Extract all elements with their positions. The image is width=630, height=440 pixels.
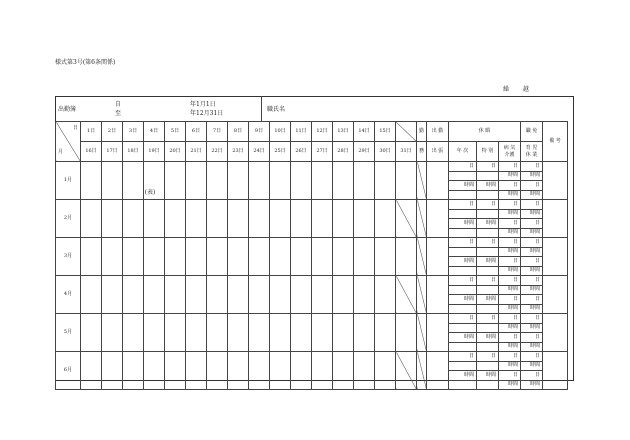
attendance-day-cell[interactable] bbox=[291, 352, 312, 390]
attendance-day-cell[interactable] bbox=[354, 276, 375, 314]
day-label: 日 bbox=[72, 125, 78, 131]
attendance-day-cell[interactable] bbox=[333, 352, 354, 390]
attendance-day-cell[interactable] bbox=[207, 200, 228, 238]
biko-label: 備 考 bbox=[543, 122, 568, 162]
attendance-day-cell[interactable] bbox=[270, 200, 291, 238]
header-strip bbox=[55, 96, 574, 121]
attendance-day-cell[interactable] bbox=[81, 352, 102, 390]
tokubetsu-days: 日 bbox=[477, 238, 499, 248]
kyugyo-days: 日 bbox=[521, 333, 543, 343]
day-header: 15日 bbox=[375, 122, 396, 142]
nenji-hours: 時間 bbox=[449, 371, 477, 381]
attendance-day-cell[interactable] bbox=[249, 162, 270, 200]
shukkin-value[interactable] bbox=[427, 238, 449, 276]
kyugyo-days: 日 bbox=[521, 295, 543, 305]
tokubetsu-hours: 時間 bbox=[477, 181, 499, 191]
attendance-day-cell[interactable] bbox=[102, 314, 123, 352]
nenji-blank bbox=[449, 228, 477, 238]
day-header: 8日 bbox=[228, 122, 249, 142]
day-header: 19日 bbox=[144, 142, 165, 162]
nenji-days: 日 bbox=[449, 238, 477, 248]
biko-value[interactable] bbox=[543, 238, 568, 276]
ikuji-hours: 時間 bbox=[521, 323, 543, 333]
month-row bbox=[56, 238, 568, 248]
attendance-day-cell[interactable] bbox=[207, 162, 228, 200]
attendance-day-cell[interactable] bbox=[291, 314, 312, 352]
attendance-day-cell[interactable] bbox=[228, 162, 249, 200]
kyugyo-hours: 時間 bbox=[521, 342, 543, 352]
nenji-hours: 時間 bbox=[449, 333, 477, 343]
byoki-hours: 時間 bbox=[499, 323, 521, 333]
day-header: 7日 bbox=[207, 122, 228, 142]
attendance-day-cell[interactable] bbox=[186, 200, 207, 238]
mu-label: 務 bbox=[417, 142, 427, 162]
tokubetsu-label: 特 別 bbox=[477, 142, 499, 162]
nenji-label: 年 次 bbox=[449, 142, 477, 162]
day-header: 13日 bbox=[333, 122, 354, 142]
attendance-day-cell[interactable] bbox=[312, 162, 333, 200]
shukkin-label: 出 勤 bbox=[427, 122, 449, 142]
byoki-hours: 時間 bbox=[499, 285, 521, 295]
attendance-day-cell[interactable] bbox=[312, 200, 333, 238]
kyugyo-days: 日 bbox=[521, 219, 543, 229]
attendance-day-cell[interactable] bbox=[102, 352, 123, 390]
attendance-day-cell[interactable] bbox=[312, 238, 333, 276]
nenji-hours: 時間 bbox=[449, 295, 477, 305]
tokubetsu-blank bbox=[477, 190, 499, 200]
attendance-day-cell[interactable] bbox=[333, 200, 354, 238]
tokubetsu-blank bbox=[477, 380, 499, 390]
attendance-day-cell[interactable] bbox=[144, 200, 165, 238]
kaigo-hours: 時間 bbox=[499, 190, 521, 200]
ikuji-hours: 時間 bbox=[521, 361, 543, 371]
kyuka-label: 休 暇 bbox=[449, 122, 521, 142]
nenji-hours: 時間 bbox=[449, 219, 477, 229]
attendance-day-cell[interactable] bbox=[291, 238, 312, 276]
day-header: 20日 bbox=[165, 142, 186, 162]
attendance-day-cell[interactable] bbox=[333, 314, 354, 352]
nenji-blank bbox=[449, 190, 477, 200]
kaigo-days: 日 bbox=[499, 295, 521, 305]
day-header: 3日 bbox=[123, 122, 144, 142]
month-label-cell: 5月 bbox=[56, 314, 81, 352]
attendance-day-cell[interactable] bbox=[228, 314, 249, 352]
attendance-day-cell[interactable] bbox=[375, 276, 396, 314]
nenji-days: 日 bbox=[449, 162, 477, 172]
shukkin-value[interactable] bbox=[427, 314, 449, 352]
month-label: 月 bbox=[58, 149, 64, 155]
day-header: 14日 bbox=[354, 122, 375, 142]
tokubetsu-blank bbox=[477, 171, 499, 181]
attendance-day-cell[interactable] bbox=[186, 352, 207, 390]
attendance-grid bbox=[55, 121, 568, 390]
kyugyo-hours: 時間 bbox=[521, 380, 543, 390]
attendance-day-cell[interactable] bbox=[396, 314, 417, 352]
attendance-day-cell[interactable] bbox=[375, 200, 396, 238]
attendance-day-cell[interactable] bbox=[123, 314, 144, 352]
nenji-blank bbox=[449, 361, 477, 371]
attendance-day-cell[interactable] bbox=[270, 238, 291, 276]
attendance-day-cell[interactable] bbox=[207, 352, 228, 390]
kyugyo-hours: 時間 bbox=[521, 228, 543, 238]
attendance-day-cell[interactable] bbox=[312, 352, 333, 390]
day-header: 22日 bbox=[207, 142, 228, 162]
attendance-day-cell[interactable] bbox=[144, 352, 165, 390]
day-header: 23日 bbox=[228, 142, 249, 162]
ikuji-kyugyo-label bbox=[521, 142, 543, 162]
duty-cell bbox=[417, 314, 427, 352]
byoki-days: 日 bbox=[499, 276, 521, 286]
nenji-days: 日 bbox=[449, 276, 477, 286]
tokubetsu-blank bbox=[477, 323, 499, 333]
attendance-day-cell[interactable] bbox=[291, 276, 312, 314]
nenji-blank bbox=[449, 266, 477, 276]
day-header: 9日 bbox=[249, 122, 270, 142]
shokumen-label: 職 免 bbox=[521, 122, 543, 142]
tokubetsu-blank bbox=[477, 342, 499, 352]
month-label-cell: 4月 bbox=[56, 276, 81, 314]
tokubetsu-hours: 時間 bbox=[477, 257, 499, 267]
attendance-day-cell[interactable] bbox=[354, 200, 375, 238]
ikuji-days: 日 bbox=[521, 162, 543, 172]
byoki-days: 日 bbox=[499, 314, 521, 324]
tokubetsu-hours: 時間 bbox=[477, 333, 499, 343]
duty-cell bbox=[417, 276, 427, 314]
shukkin-value[interactable] bbox=[427, 162, 449, 200]
day-header: 5日 bbox=[165, 122, 186, 142]
month-row bbox=[56, 200, 568, 210]
kyugyo-days: 日 bbox=[521, 181, 543, 191]
attendance-day-cell[interactable] bbox=[228, 276, 249, 314]
attendance-day-cell[interactable] bbox=[333, 238, 354, 276]
month-row bbox=[56, 314, 568, 324]
nenji-blank bbox=[449, 380, 477, 390]
duty-cell bbox=[417, 238, 427, 276]
day-header: 6日 bbox=[186, 122, 207, 142]
attendance-day-cell[interactable] bbox=[375, 162, 396, 200]
attendance-day-cell[interactable] bbox=[375, 238, 396, 276]
attendance-day-cell[interactable] bbox=[333, 276, 354, 314]
day-header-empty bbox=[396, 122, 417, 142]
tokubetsu-days: 日 bbox=[477, 162, 499, 172]
day-header: 30日 bbox=[375, 142, 396, 162]
kyugyo-hours: 時間 bbox=[521, 266, 543, 276]
attendance-day-cell[interactable] bbox=[144, 162, 165, 200]
tokubetsu-blank bbox=[477, 361, 499, 371]
biko-value[interactable] bbox=[543, 200, 568, 238]
tokubetsu-blank bbox=[477, 304, 499, 314]
attendance-day-cell[interactable] bbox=[165, 162, 186, 200]
attendance-day-cell[interactable] bbox=[207, 314, 228, 352]
ikuji-days: 日 bbox=[521, 238, 543, 248]
byoki-hours: 時間 bbox=[499, 361, 521, 371]
attendance-day-cell[interactable] bbox=[249, 314, 270, 352]
from-date: 年1月1日 bbox=[190, 101, 216, 108]
attendance-day-cell[interactable] bbox=[228, 352, 249, 390]
attendance-day-cell[interactable] bbox=[270, 314, 291, 352]
tokubetsu-blank bbox=[477, 209, 499, 219]
attendance-day-cell[interactable] bbox=[312, 314, 333, 352]
month-row bbox=[56, 162, 568, 172]
attendance-day-cell[interactable] bbox=[102, 276, 123, 314]
nenji-hours: 時間 bbox=[449, 181, 477, 191]
kyugyo-hours: 時間 bbox=[521, 190, 543, 200]
kin-label: 勤 bbox=[417, 122, 427, 142]
nenji-hours: 時間 bbox=[449, 257, 477, 267]
ikuji-hours: 時間 bbox=[521, 285, 543, 295]
tokubetsu-days: 日 bbox=[477, 352, 499, 362]
day-header: 24日 bbox=[249, 142, 270, 162]
tokubetsu-days: 日 bbox=[477, 276, 499, 286]
byoki-hours: 時間 bbox=[499, 209, 521, 219]
attendance-day-cell[interactable] bbox=[375, 314, 396, 352]
carry-over-label: 繰 越 bbox=[503, 86, 535, 93]
attendance-day-cell[interactable] bbox=[165, 276, 186, 314]
byoki-kaigo-label bbox=[499, 142, 521, 162]
attendance-day-cell[interactable] bbox=[144, 238, 165, 276]
day-header: 26日 bbox=[291, 142, 312, 162]
attendance-day-cell[interactable] bbox=[249, 276, 270, 314]
kaigo-hours: 時間 bbox=[499, 266, 521, 276]
from-label: 自 bbox=[115, 101, 122, 108]
day-header: 12日 bbox=[312, 122, 333, 142]
byoki-text: 病 気 bbox=[503, 145, 516, 151]
kaigo-text: 介護 bbox=[504, 151, 515, 158]
attendance-day-cell[interactable] bbox=[81, 238, 102, 276]
byoki-hours: 時間 bbox=[499, 171, 521, 181]
attendance-day-cell[interactable] bbox=[123, 352, 144, 390]
ikuji-days: 日 bbox=[521, 314, 543, 324]
ikuji-days: 日 bbox=[521, 352, 543, 362]
attendance-day-cell[interactable] bbox=[165, 200, 186, 238]
attendance-day-cell[interactable] bbox=[291, 162, 312, 200]
tokubetsu-hours: 時間 bbox=[477, 295, 499, 305]
nenji-blank bbox=[449, 247, 477, 257]
ikuji-hours: 時間 bbox=[521, 209, 543, 219]
byoki-hours: 時間 bbox=[499, 247, 521, 257]
attendance-day-cell[interactable] bbox=[165, 314, 186, 352]
day-header: 11日 bbox=[291, 122, 312, 142]
attendance-day-cell[interactable] bbox=[123, 200, 144, 238]
nenji-blank bbox=[449, 171, 477, 181]
day-header: 2日 bbox=[102, 122, 123, 142]
attendance-day-cell[interactable] bbox=[396, 162, 417, 200]
office-label: 出勤簿 bbox=[58, 106, 77, 113]
nenji-blank bbox=[449, 304, 477, 314]
attendance-day-cell[interactable] bbox=[207, 238, 228, 276]
byoki-days: 日 bbox=[499, 200, 521, 210]
attendance-day-cell[interactable] bbox=[354, 314, 375, 352]
attendance-day-cell[interactable] bbox=[81, 314, 102, 352]
kaigo-hours: 時間 bbox=[499, 228, 521, 238]
nenji-days: 日 bbox=[449, 352, 477, 362]
attendance-day-cell[interactable] bbox=[249, 238, 270, 276]
attendance-day-cell[interactable] bbox=[186, 162, 207, 200]
kaigo-days: 日 bbox=[499, 257, 521, 267]
biko-value[interactable] bbox=[543, 276, 568, 314]
kaigo-days: 日 bbox=[499, 219, 521, 229]
attendance-day-cell[interactable] bbox=[81, 276, 102, 314]
byoki-days: 日 bbox=[499, 352, 521, 362]
day-header: 17日 bbox=[102, 142, 123, 162]
attendance-day-cell[interactable] bbox=[396, 352, 417, 390]
to-label: 至 bbox=[115, 110, 122, 117]
name-label: 職氏名 bbox=[267, 106, 286, 113]
attendance-day-cell[interactable] bbox=[354, 238, 375, 276]
ikuji-text: 育 児 bbox=[525, 145, 538, 151]
day-header: 28日 bbox=[333, 142, 354, 162]
nenji-blank bbox=[449, 209, 477, 219]
attendance-day-cell[interactable] bbox=[270, 352, 291, 390]
attendance-day-cell[interactable] bbox=[228, 200, 249, 238]
attendance-day-cell[interactable] bbox=[186, 276, 207, 314]
attendance-day-cell[interactable] bbox=[144, 276, 165, 314]
attendance-day-cell[interactable] bbox=[291, 200, 312, 238]
tokubetsu-days: 日 bbox=[477, 200, 499, 210]
tokubetsu-days: 日 bbox=[477, 314, 499, 324]
attendance-day-cell[interactable] bbox=[102, 238, 123, 276]
attendance-day-cell[interactable] bbox=[270, 162, 291, 200]
day-header: 18日 bbox=[123, 142, 144, 162]
kaigo-hours: 時間 bbox=[499, 380, 521, 390]
tokubetsu-blank bbox=[477, 247, 499, 257]
attendance-day-cell[interactable] bbox=[396, 238, 417, 276]
tokubetsu-hours: 時間 bbox=[477, 219, 499, 229]
month-label-cell: 3月 bbox=[56, 238, 81, 276]
ikuji-hours: 時間 bbox=[521, 171, 543, 181]
attendance-day-cell[interactable] bbox=[102, 162, 123, 200]
nenji-blank bbox=[449, 342, 477, 352]
kaigo-days: 日 bbox=[499, 181, 521, 191]
month-label-cell: 6月 bbox=[56, 352, 81, 390]
side-label: (表) bbox=[144, 189, 156, 196]
kyugyo-hours: 時間 bbox=[521, 304, 543, 314]
tokubetsu-blank bbox=[477, 266, 499, 276]
attendance-day-cell[interactable] bbox=[186, 238, 207, 276]
kyugyo-days: 日 bbox=[521, 371, 543, 381]
attendance-day-cell[interactable] bbox=[396, 276, 417, 314]
attendance-day-cell[interactable] bbox=[186, 314, 207, 352]
attendance-day-cell[interactable] bbox=[165, 238, 186, 276]
kaigo-hours: 時間 bbox=[499, 342, 521, 352]
day-header: 29日 bbox=[354, 142, 375, 162]
shukkin-value[interactable] bbox=[427, 276, 449, 314]
duty-cell bbox=[417, 200, 427, 238]
tokubetsu-blank bbox=[477, 285, 499, 295]
month-label-cell: 1月 bbox=[56, 162, 81, 200]
day-header: 1日 bbox=[81, 122, 102, 142]
day-header: 4日 bbox=[144, 122, 165, 142]
biko-value[interactable] bbox=[543, 352, 568, 390]
day-header: 31日 bbox=[396, 142, 417, 162]
attendance-day-cell[interactable] bbox=[354, 352, 375, 390]
nenji-blank bbox=[449, 285, 477, 295]
attendance-day-cell[interactable] bbox=[81, 162, 102, 200]
attendance-day-cell[interactable] bbox=[144, 314, 165, 352]
attendance-day-cell[interactable] bbox=[123, 238, 144, 276]
kaigo-days: 日 bbox=[499, 333, 521, 343]
attendance-day-cell[interactable] bbox=[249, 352, 270, 390]
attendance-day-cell[interactable] bbox=[123, 162, 144, 200]
attendance-day-cell[interactable] bbox=[333, 162, 354, 200]
attendance-day-cell[interactable] bbox=[396, 200, 417, 238]
attendance-day-cell[interactable] bbox=[207, 276, 228, 314]
ikuji-days: 日 bbox=[521, 200, 543, 210]
to-date: 年12月31日 bbox=[190, 110, 224, 117]
byoki-days: 日 bbox=[499, 162, 521, 172]
kaigo-days: 日 bbox=[499, 371, 521, 381]
shutcho-label: 出 張 bbox=[427, 142, 449, 162]
day-header: 27日 bbox=[312, 142, 333, 162]
day-header: 25日 bbox=[270, 142, 291, 162]
tokubetsu-hours: 時間 bbox=[477, 371, 499, 381]
attendance-day-cell[interactable] bbox=[375, 352, 396, 390]
day-header: 16日 bbox=[81, 142, 102, 162]
attendance-day-cell[interactable] bbox=[270, 276, 291, 314]
day-header: 10日 bbox=[270, 122, 291, 142]
month-row bbox=[56, 276, 568, 286]
kyugyo-text: 休 業 bbox=[525, 151, 538, 158]
day-month-corner bbox=[56, 122, 81, 162]
attendance-day-cell[interactable] bbox=[102, 200, 123, 238]
attendance-day-cell[interactable] bbox=[165, 352, 186, 390]
byoki-days: 日 bbox=[499, 238, 521, 248]
attendance-day-cell[interactable] bbox=[228, 238, 249, 276]
attendance-day-cell[interactable] bbox=[249, 200, 270, 238]
nenji-days: 日 bbox=[449, 314, 477, 324]
ikuji-hours: 時間 bbox=[521, 247, 543, 257]
name-divider bbox=[261, 96, 262, 121]
attendance-day-cell[interactable] bbox=[81, 200, 102, 238]
nenji-days: 日 bbox=[449, 200, 477, 210]
shukkin-value[interactable] bbox=[427, 352, 449, 390]
kaigo-hours: 時間 bbox=[499, 304, 521, 314]
month-row bbox=[56, 352, 568, 362]
day-header: 21日 bbox=[186, 142, 207, 162]
duty-cell bbox=[417, 162, 427, 200]
attendance-day-cell[interactable] bbox=[354, 162, 375, 200]
kyugyo-days: 日 bbox=[521, 257, 543, 267]
attendance-day-cell[interactable] bbox=[312, 276, 333, 314]
shukkin-value[interactable] bbox=[427, 200, 449, 238]
nenji-blank bbox=[449, 323, 477, 333]
tokubetsu-blank bbox=[477, 228, 499, 238]
month-label-cell: 2月 bbox=[56, 200, 81, 238]
biko-value[interactable] bbox=[543, 162, 568, 200]
attendance-day-cell[interactable] bbox=[123, 276, 144, 314]
ikuji-days: 日 bbox=[521, 276, 543, 286]
duty-cell bbox=[417, 352, 427, 390]
form-number: 様式第3号(第6条関係) bbox=[55, 59, 116, 66]
biko-value[interactable] bbox=[543, 314, 568, 352]
